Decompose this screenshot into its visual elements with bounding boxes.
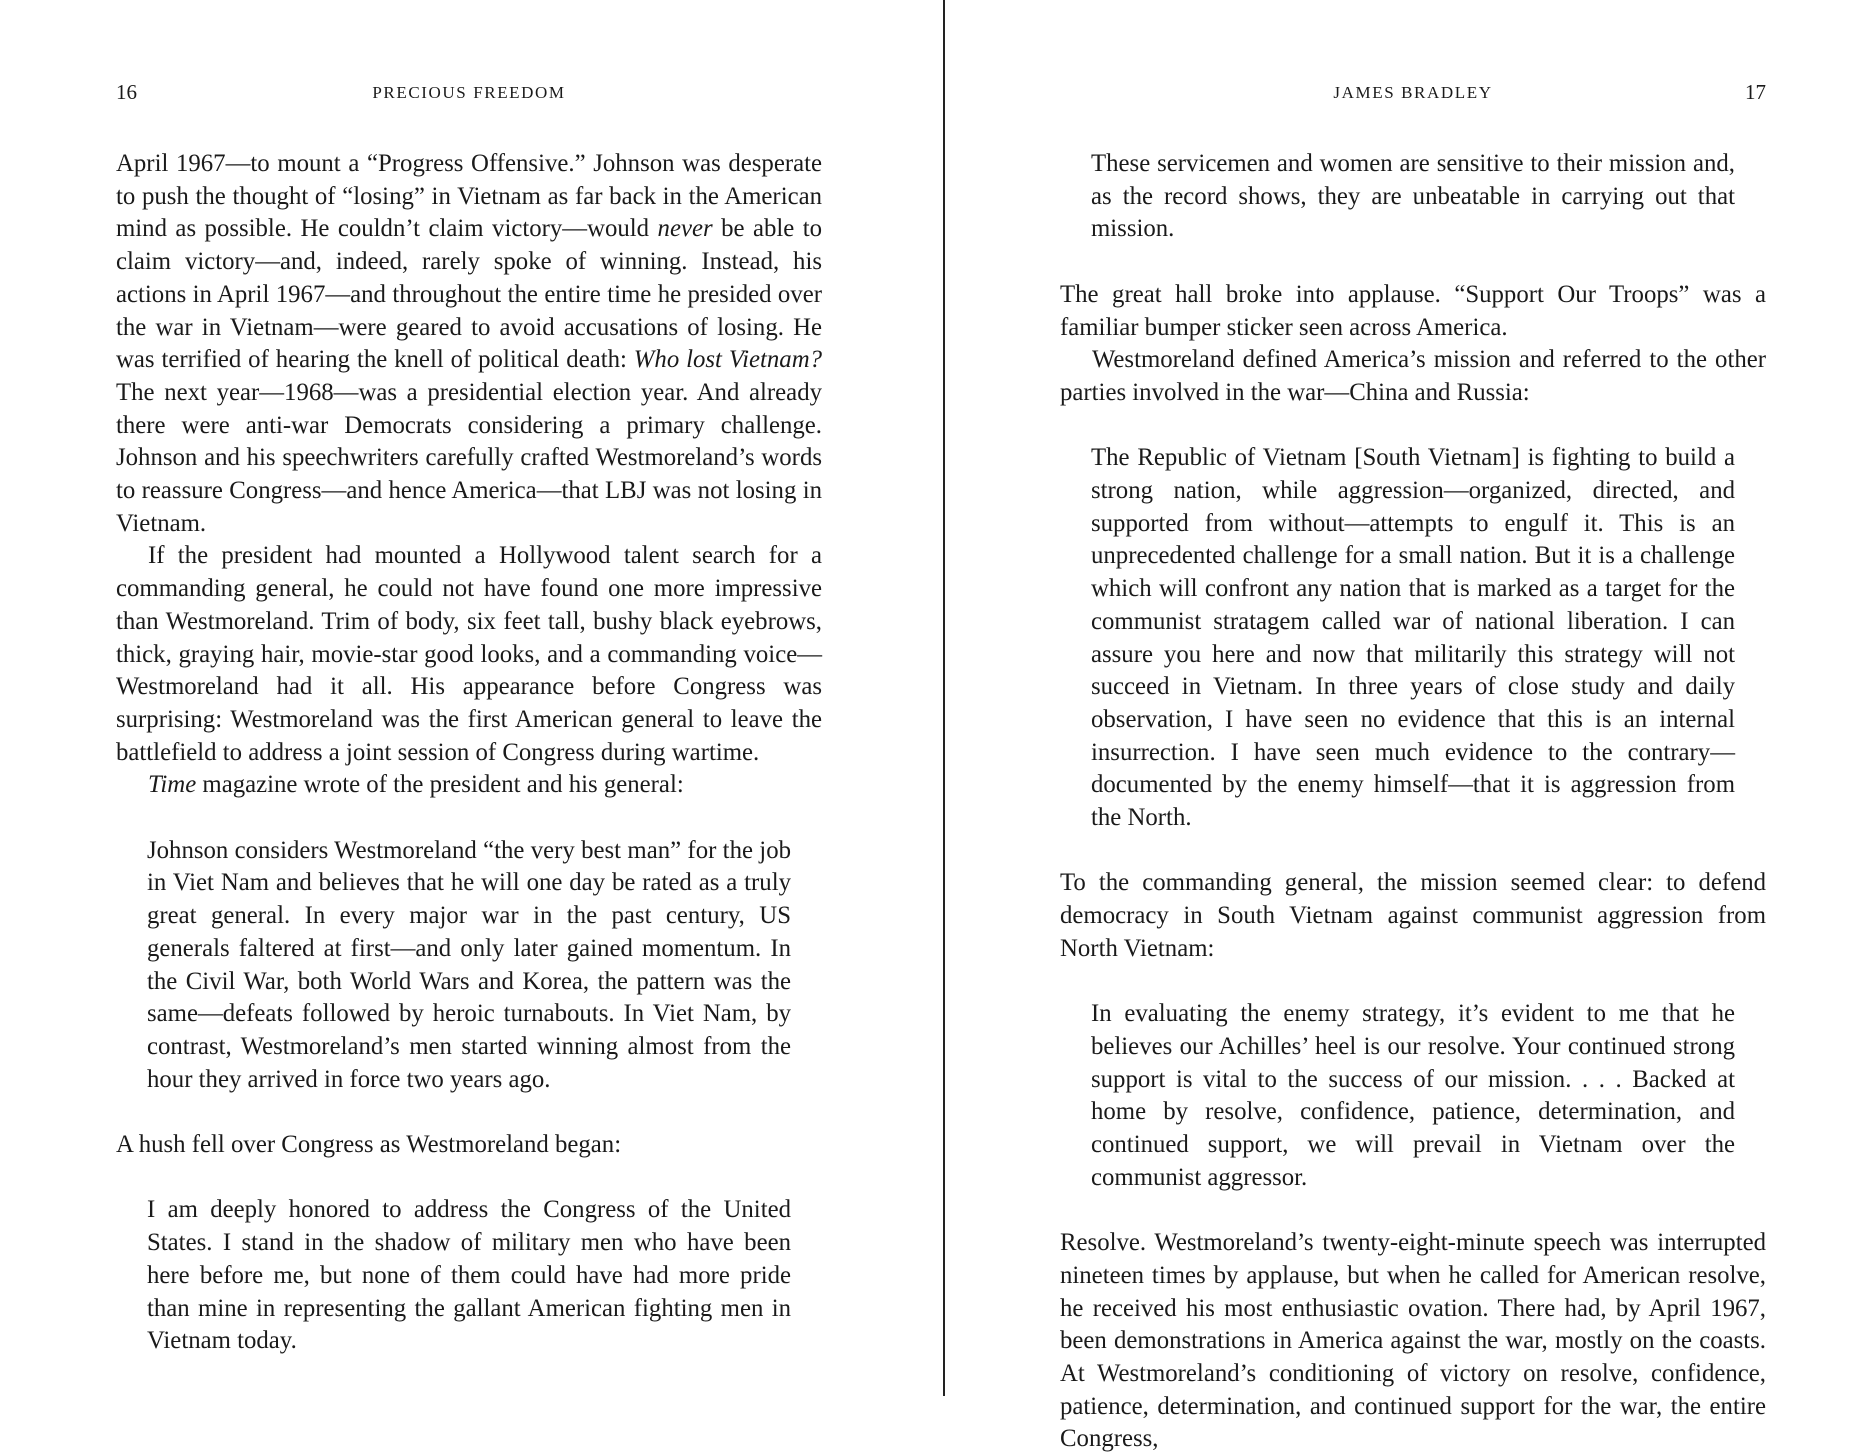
left-page: [116, 0, 822, 1396]
right-page-header: [1060, 80, 1766, 110]
right-page: [1060, 0, 1766, 1453]
paragraph: To the commanding general, the mission seemed clear: to defend democracy in South Vietnam against communist aggression from North Vietnam:: [1060, 869, 1766, 962]
right-page-body: [1060, 148, 1766, 1456]
page-gutter: [943, 0, 945, 1396]
page-number: 16: [116, 80, 137, 104]
paragraph: Resolve. Westmoreland’s twenty-eight-minute speech was interrupted nineteen times by applause, but when he called for American resolve, he received his most enthusiastic ovation. There had, by April 1967, been demonstrations in America against the war, mostly on the coasts. At Westmoreland’s conditioning of victory on resolve, confidence, patience, determination, and continued support for the war, the entire Congress,: [1060, 1229, 1766, 1453]
paragraph: A hush fell over Congress as Westmoreland began:: [116, 1131, 622, 1159]
paragraph: Westmoreland defined America’s mission and referred to the other parties involved in the war—China and Russia:: [1060, 346, 1766, 406]
running-head: JAMES BRADLEY: [1333, 83, 1493, 102]
paragraph: Time magazine wrote of the president and his general:: [148, 771, 684, 799]
paragraph: The great hall broke into applause. “Support Our Troops” was a familiar bumper sticker seen across America.: [1060, 280, 1766, 341]
paragraph: If the president had mounted a Hollywood talent search for a commanding general, he could not have found one more impressive than Westmoreland. Trim of body, six feet tall, bushy black eyebrows, thick, graying hair, movie-star good looks, and a commanding voice—Westmoreland had it all. His appearance before Congress was surprising: Westmoreland was the first American general to leave the battlefield to address a joint session of Congress during wartime.: [116, 542, 822, 766]
block-quote: These servicemen and women are sensitive to their mission and, as the record shows, they are unbeatable in carrying out that mission.: [1091, 150, 1735, 243]
left-page-header: [116, 80, 822, 110]
page-number: 17: [1745, 80, 1766, 104]
paragraph: April 1967—to mount a “Progress Offensive.” Johnson was desperate to push the thought of “losing” in Vietnam as far back in the American mind as possible. He couldn’t claim victory—would never be able to claim victory—and, indeed, rarely spoke of winning. Instead, his actions in April 1967—and throughout the entire time he presided over the war in Vietnam—were geared to avoid accusations of losing. He was terrified of hearing the knell of political death: Who lost Vietnam? The next year—1968—was a presidential election year. And already there were anti-war Democrats considering a primary challenge. Johnson and his speechwriters carefully crafted Westmoreland’s words to reassure Congress—and hence America—that LBJ was not losing in Vietnam.: [116, 150, 823, 537]
block-quote: The Republic of Vietnam [South Vietnam] is fighting to build a strong nation, while aggression—organized, directed, and supported from without—attempts to engulf it. This is an unprecedented challenge for a small nation. But it is a challenge which will confront any nation that is marked as a target for the communist stratagem called war of national liberation. I can assure you here and now that militarily this strategy will not succeed in Vietnam. In three years of close study and daily observation, I have seen no evidence that this is an internal insurrection. I have seen much evidence to the contrary—documented by the enemy himself—that it is aggression from the North.: [1091, 444, 1735, 832]
block-quote: I am deeply honored to address the Congress of the United States. I stand in the shadow of military men who have been here before me, but none of them could have had more pride than mine in representing the gallant American fighting men in Vietnam today.: [147, 1196, 791, 1355]
block-quote: In evaluating the enemy strategy, it’s evident to me that he believes our Achilles’ heel is our resolve. Your continued strong support is vital to the success of our mission. . . . Backed at home by resolve, confidence, patience, determination, and continued support, we will prevail in Vietnam over the communist aggressor.: [1091, 1000, 1735, 1191]
left-page-body: [116, 148, 822, 1358]
running-head: PRECIOUS FREEDOM: [372, 83, 566, 102]
block-quote: Johnson considers Westmoreland “the very best man” for the job in Viet Nam and believes that he will one day be rated as a truly great general. In every major war in the past century, US generals faltered at first—and only later gained momentum. In the Civil War, both World Wars and Korea, the pattern was the same—defeats followed by heroic turnabouts. In Viet Nam, by contrast, Westmoreland’s men started winning almost from the hour they arrived in force two years ago.: [147, 836, 791, 1093]
